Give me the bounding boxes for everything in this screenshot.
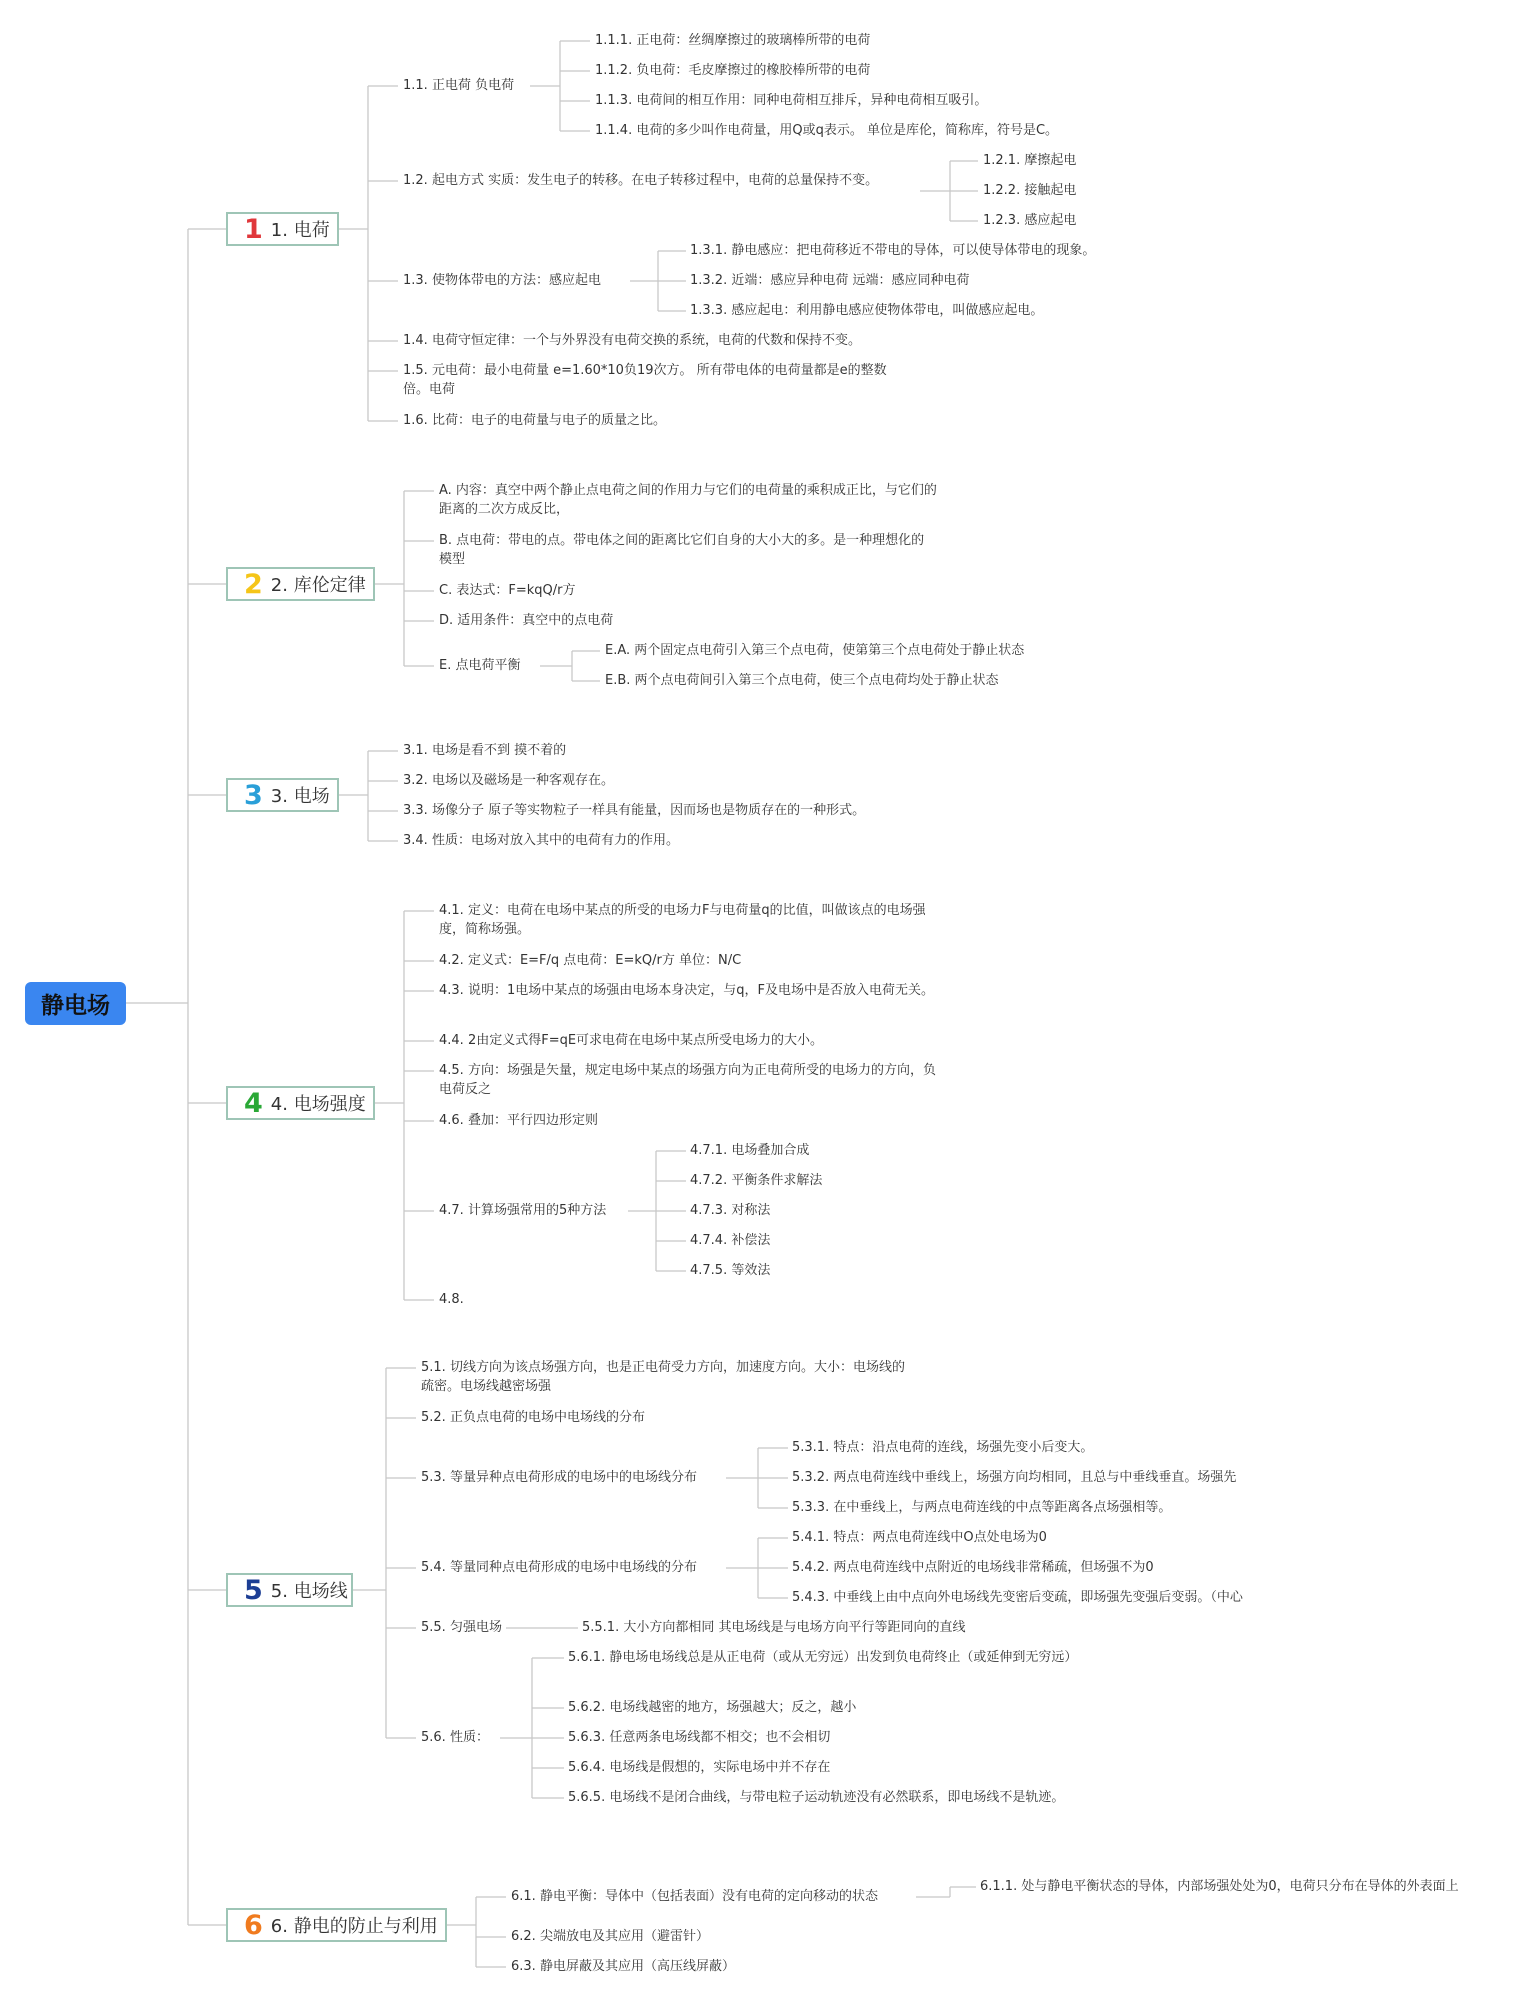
topic-1-1-2[interactable]: 1.1.2. 负电荷：毛皮摩擦过的橡胶棒所带的电荷 — [595, 63, 871, 78]
topic-1-3-3[interactable]: 1.3.3. 感应起电：利用静电感应使物体带电，叫做感应起电。 — [690, 303, 1044, 318]
number-1-icon: 1 — [244, 213, 263, 245]
number-4-icon: 4 — [244, 1087, 263, 1119]
topic-5-6[interactable]: 5.6. 性质： — [421, 1730, 489, 1745]
topic-6-2[interactable]: 6.2. 尖端放电及其应用（避雷针） — [511, 1929, 709, 1944]
topic-1-3[interactable]: 1.3. 使物体带电的方法：感应起电 — [403, 273, 601, 288]
branch-topic-3[interactable] — [226, 778, 339, 812]
topic-5-4[interactable]: 5.4. 等量同种点电荷形成的电场中电场线的分布 — [421, 1560, 697, 1575]
topic-6-1[interactable]: 6.1. 静电平衡：导体中（包括表面）没有电荷的定向移动的状态 — [511, 1889, 878, 1904]
topic-5-5[interactable]: 5.5. 匀强电场 — [421, 1620, 502, 1635]
topic-5-3[interactable]: 5.3. 等量异种点电荷形成的电场中的电场线分布 — [421, 1470, 697, 1485]
topic-4-1[interactable]: 4.1. 定义：电荷在电场中某点的所受的电场力F与电荷量q的比值，叫做该点的电场强度，简称场强。 — [439, 903, 926, 937]
topic-4-4[interactable]: 4.4. 2由定义式得F=qE可求电荷在电场中某点所受电场力的大小。 — [439, 1033, 824, 1048]
topic-1-2[interactable]: 1.2. 起电方式 实质：发生电子的转移。在电子转移过程中，电荷的总量保持不变。 — [403, 173, 879, 188]
branch-topic-5[interactable] — [226, 1573, 353, 1607]
topic-6-1-1[interactable]: 6.1.1. 处与静电平衡状态的导体，内部场强处处为0，电荷只分布在导体的外表面上 — [980, 1879, 1459, 1894]
branch-label: 4. 电场强度 — [270, 1094, 366, 1115]
topic-1-5[interactable]: 1.5. 元电荷：最小电荷量 e=1.60*10负19次方。 所有带电体的电荷量都是e的整数倍。电荷 — [403, 363, 887, 397]
topic-1-4[interactable]: 1.4. 电荷守恒定律：一个与外界没有电荷交换的系统，电荷的代数和保持不变。 — [403, 333, 861, 348]
topic-4-7-3[interactable]: 4.7.3. 对称法 — [690, 1203, 771, 1218]
topic-1-1-1[interactable]: 1.1.1. 正电荷：丝绸摩擦过的玻璃棒所带的电荷 — [595, 33, 871, 48]
topic-2-e-b[interactable]: E.B. 两个点电荷间引入第三个点电荷，使三个点电荷均处于静止状态 — [605, 673, 999, 688]
topic-5-3-2[interactable]: 5.3.2. 两点电荷连线中垂线上，场强方向均相同，且总与中垂线垂直。场强先 — [792, 1470, 1237, 1485]
topic-5-2[interactable]: 5.2. 正负点电荷的电场中电场线的分布 — [421, 1410, 645, 1425]
topic-5-3-1[interactable]: 5.3.1. 特点：沿点电荷的连线，场强先变小后变大。 — [792, 1440, 1094, 1455]
topic-5-4-3[interactable]: 5.4.3. 中垂线上由中点向外电场线先变密后变疏，即场强先变强后变弱。（中心 — [792, 1590, 1243, 1605]
topic-1-6[interactable]: 1.6. 比荷：电子的电荷量与电子的质量之比。 — [403, 413, 666, 428]
topic-1-2-1[interactable]: 1.2.1. 摩擦起电 — [983, 153, 1077, 168]
topic-3-2[interactable]: 3.2. 电场以及磁场是一种客观存在。 — [403, 773, 614, 788]
topic-2-e[interactable]: E. 点电荷平衡 — [439, 658, 521, 673]
branch-label: 3. 电场 — [270, 786, 330, 807]
topic-4-8[interactable]: 4.8. — [439, 1292, 464, 1307]
topic-1-1[interactable]: 1.1. 正电荷 负电荷 — [403, 78, 515, 93]
branch-topic-1[interactable] — [226, 212, 339, 246]
branch-topic-4[interactable] — [226, 1086, 375, 1120]
topic-1-1-4[interactable]: 1.1.4. 电荷的多少叫作电荷量，用Q或q表示。 单位是库伦，简称库，符号是C。 — [595, 123, 1059, 138]
branch-topic-6[interactable] — [226, 1908, 447, 1942]
branch-label: 6. 静电的防止与利用 — [270, 1916, 438, 1937]
branch-label: 2. 库伦定律 — [270, 575, 366, 596]
topic-5-6-3[interactable]: 5.6.3. 任意两条电场线都不相交；也不会相切 — [568, 1730, 831, 1745]
topic-2-b[interactable]: B. 点电荷：带电的点。带电体之间的距离比它们自身的大小大的多。是一种理想化的模型 — [439, 533, 925, 567]
topic-5-5-1[interactable]: 5.5.1. 大小方向都相同 其电场线是与电场方向平行等距同向的直线 — [582, 1620, 966, 1635]
topic-2-e-a[interactable]: E.A. 两个固定点电荷引入第三个点电荷，使第第三个点电荷处于静止状态 — [605, 643, 1025, 658]
number-6-icon: 6 — [244, 1909, 263, 1941]
topic-1-1-3[interactable]: 1.1.3. 电荷间的相互作用：同种电荷相互排斥，异种电荷相互吸引。 — [595, 93, 988, 108]
topic-1-2-3[interactable]: 1.2.3. 感应起电 — [983, 213, 1077, 228]
number-3-icon: 3 — [244, 779, 263, 811]
topic-6-3[interactable]: 6.3. 静电屏蔽及其应用（高压线屏蔽） — [511, 1959, 735, 1974]
number-2-icon: 2 — [244, 568, 263, 600]
topic-5-6-4[interactable]: 5.6.4. 电场线是假想的，实际电场中并不存在 — [568, 1760, 831, 1775]
topic-2-a[interactable]: A. 内容：真空中两个静止点电荷之间的作用力与它们的电荷量的乘积成正比，与它们的距离的二次方成反比， — [439, 483, 937, 517]
topic-3-4[interactable]: 3.4. 性质：电场对放入其中的电荷有力的作用。 — [403, 833, 679, 848]
topic-5-6-2[interactable]: 5.6.2. 电场线越密的地方，场强越大；反之，越小 — [568, 1700, 857, 1715]
number-5-icon: 5 — [244, 1574, 263, 1606]
branch-label: 5. 电场线 — [270, 1581, 348, 1602]
topic-1-2-2[interactable]: 1.2.2. 接触起电 — [983, 183, 1077, 198]
branch-label: 1. 电荷 — [270, 220, 330, 241]
topic-5-4-1[interactable]: 5.4.1. 特点：两点电荷连线中O点处电场为0 — [792, 1530, 1047, 1545]
topic-4-7-4[interactable]: 4.7.4. 补偿法 — [690, 1233, 771, 1248]
topic-4-7-1[interactable]: 4.7.1. 电场叠加合成 — [690, 1143, 810, 1158]
topic-4-2[interactable]: 4.2. 定义式：E=F/q 点电荷：E=kQ/r方 单位：N/C — [439, 953, 742, 968]
topic-1-3-2[interactable]: 1.3.2. 近端：感应异种电荷 远端：感应同种电荷 — [690, 273, 970, 288]
topic-1-3-1[interactable]: 1.3.1. 静电感应：把电荷移近不带电的导体，可以使导体带电的现象。 — [690, 243, 1096, 258]
topic-4-7[interactable]: 4.7. 计算场强常用的5种方法 — [439, 1203, 607, 1218]
branch-topic-2[interactable] — [226, 567, 375, 601]
topic-5-6-5[interactable]: 5.6.5. 电场线不是闭合曲线，与带电粒子运动轨迹没有必然联系，即电场线不是轨迹。 — [568, 1790, 1065, 1805]
topic-5-1[interactable]: 5.1. 切线方向为该点场强方向，也是正电荷受力方向，加速度方向。大小：电场线的疏密。电场线越密场强 — [421, 1360, 905, 1394]
topic-2-d[interactable]: D. 适用条件：真空中的点电荷 — [439, 613, 614, 628]
root-topic[interactable]: 静电场 — [25, 982, 126, 1025]
topic-5-3-3[interactable]: 5.3.3. 在中垂线上，与两点电荷连线的中点等距离各点场强相等。 — [792, 1500, 1172, 1515]
topic-2-c[interactable]: C. 表达式：F=kqQ/r方 — [439, 583, 576, 598]
topic-3-1[interactable]: 3.1. 电场是看不到 摸不着的 — [403, 743, 567, 758]
topic-4-7-5[interactable]: 4.7.5. 等效法 — [690, 1263, 771, 1278]
topic-4-6[interactable]: 4.6. 叠加：平行四边形定则 — [439, 1113, 598, 1128]
topic-4-5[interactable]: 4.5. 方向：场强是矢量，规定电场中某点的场强方向为正电荷所受的电场力的方向，负电荷反之 — [439, 1063, 936, 1097]
topic-4-3[interactable]: 4.3. 说明：1电场中某点的场强由电场本身决定，与q，F及电场中是否放入电荷无关。 — [439, 983, 934, 998]
topic-3-3[interactable]: 3.3. 场像分子 原子等实物粒子一样具有能量，因而场也是物质存在的一种形式。 — [403, 803, 866, 818]
topic-4-7-2[interactable]: 4.7.2. 平衡条件求解法 — [690, 1173, 823, 1188]
topic-5-4-2[interactable]: 5.4.2. 两点电荷连线中点附近的电场线非常稀疏，但场强不为0 — [792, 1560, 1154, 1575]
topic-5-6-1[interactable]: 5.6.1. 静电场电场线总是从正电荷（或从无穷远）出发到负电荷终止（或延伸到无穷远） — [568, 1650, 1078, 1665]
